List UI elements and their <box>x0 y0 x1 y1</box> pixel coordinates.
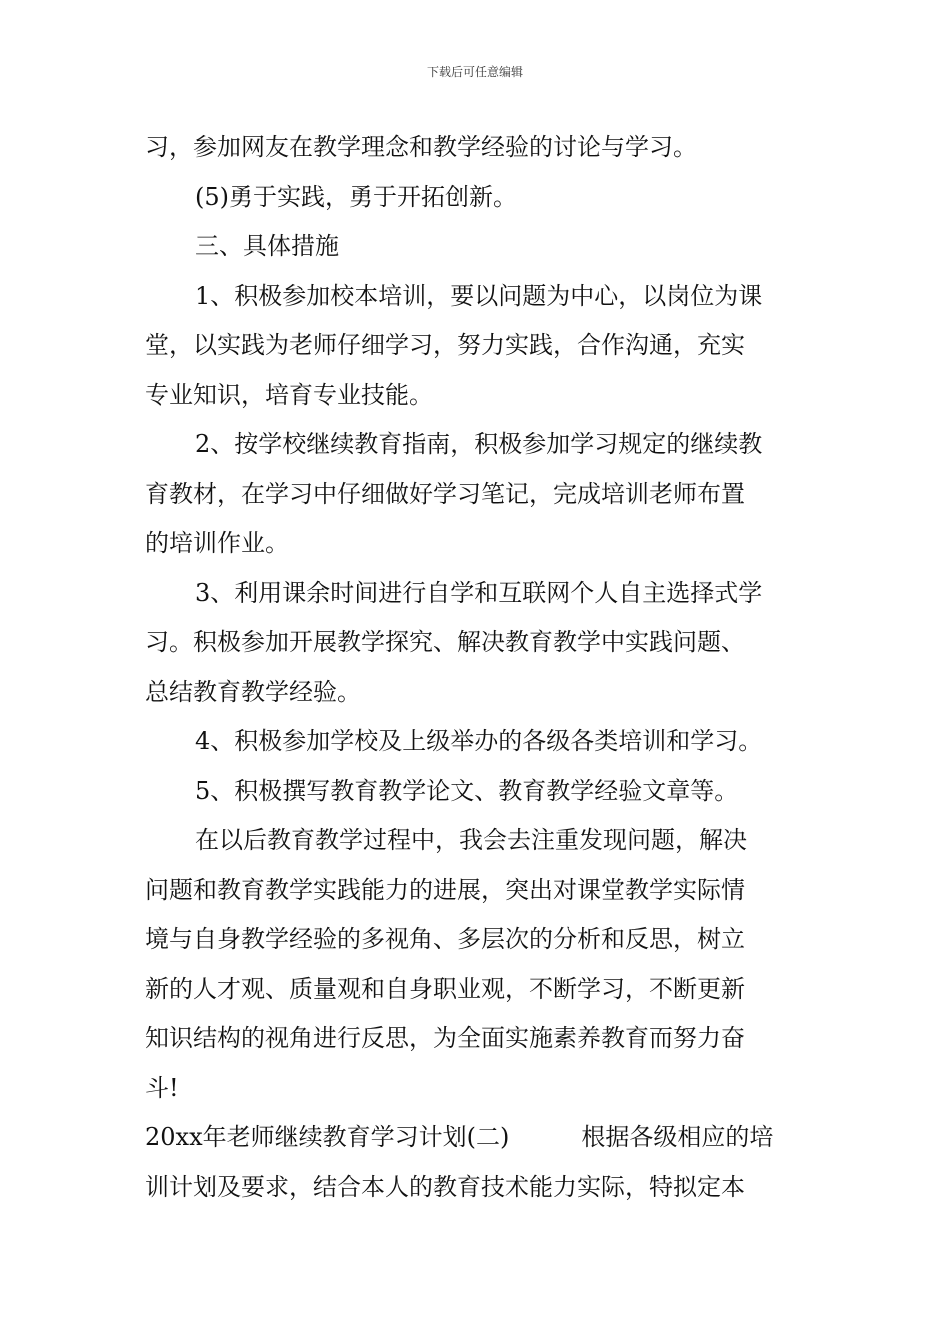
text-line: 1、积极参加校本培训，要以问题为中心，以岗位为课 <box>195 281 763 310</box>
plan-title: 20xx年老师继续教育学习计划(二) <box>145 1123 510 1151</box>
text-line: 知识结构的视角进行反思，为全面实施素养教育而努力奋 <box>145 1024 745 1052</box>
text-line: 堂，以实践为老师仔细学习，努力实践，合作沟通，充实 <box>145 331 745 359</box>
text-line: 问题和教育教学实践能力的进展，突出对课堂教学实际情 <box>145 875 745 904</box>
text-line: 新的人才观、质量观和自身职业观，不断学习，不断更新 <box>145 974 745 1003</box>
page-header-note: 下载后可任意编辑 <box>426 65 523 79</box>
text-line: 4、积极参加学校及上级举办的各级各类培训和学习。 <box>195 727 763 755</box>
document-body <box>145 123 807 1212</box>
text-line: 斗! <box>145 1073 179 1102</box>
text-line: 在以后教育教学过程中，我会去注重发现问题，解决 <box>195 826 747 854</box>
plan-title-line <box>145 1113 807 1163</box>
text-line: 境与自身教学经验的多视角、多层次的分析和反思，树立 <box>145 925 745 953</box>
text-line: 5、积极撰写教育教学论文、教育教学经验文章等。 <box>195 776 739 805</box>
text-line: 习，参加网友在教学理念和教学经验的讨论与学习。 <box>145 133 697 161</box>
text-line: 习。积极参加开展教学探究、解决教育教学中实践问题、 <box>145 628 745 656</box>
text-line: 总结教育教学经验。 <box>145 677 361 706</box>
text-line: 训计划及要求，结合本人的教育技术能力实际，特拟定本 <box>145 1172 745 1201</box>
section-heading: 三、具体措施 <box>195 232 339 260</box>
text-line: 3、利用课余时间进行自学和互联网个人自主选择式学 <box>195 578 763 607</box>
text-line: (5)勇于实践，勇于开拓创新。 <box>195 182 517 211</box>
plan-intro-text: 根据各级相应的培 <box>581 1123 774 1151</box>
text-line: 的培训作业。 <box>145 529 289 557</box>
text-line: 专业知识，培育专业技能。 <box>145 380 433 409</box>
text-line: 育教材，在学习中仔细做好学习笔记，完成培训老师布置 <box>145 479 745 508</box>
text-line: 2、按学校继续教育指南，积极参加学习规定的继续教 <box>195 430 763 458</box>
